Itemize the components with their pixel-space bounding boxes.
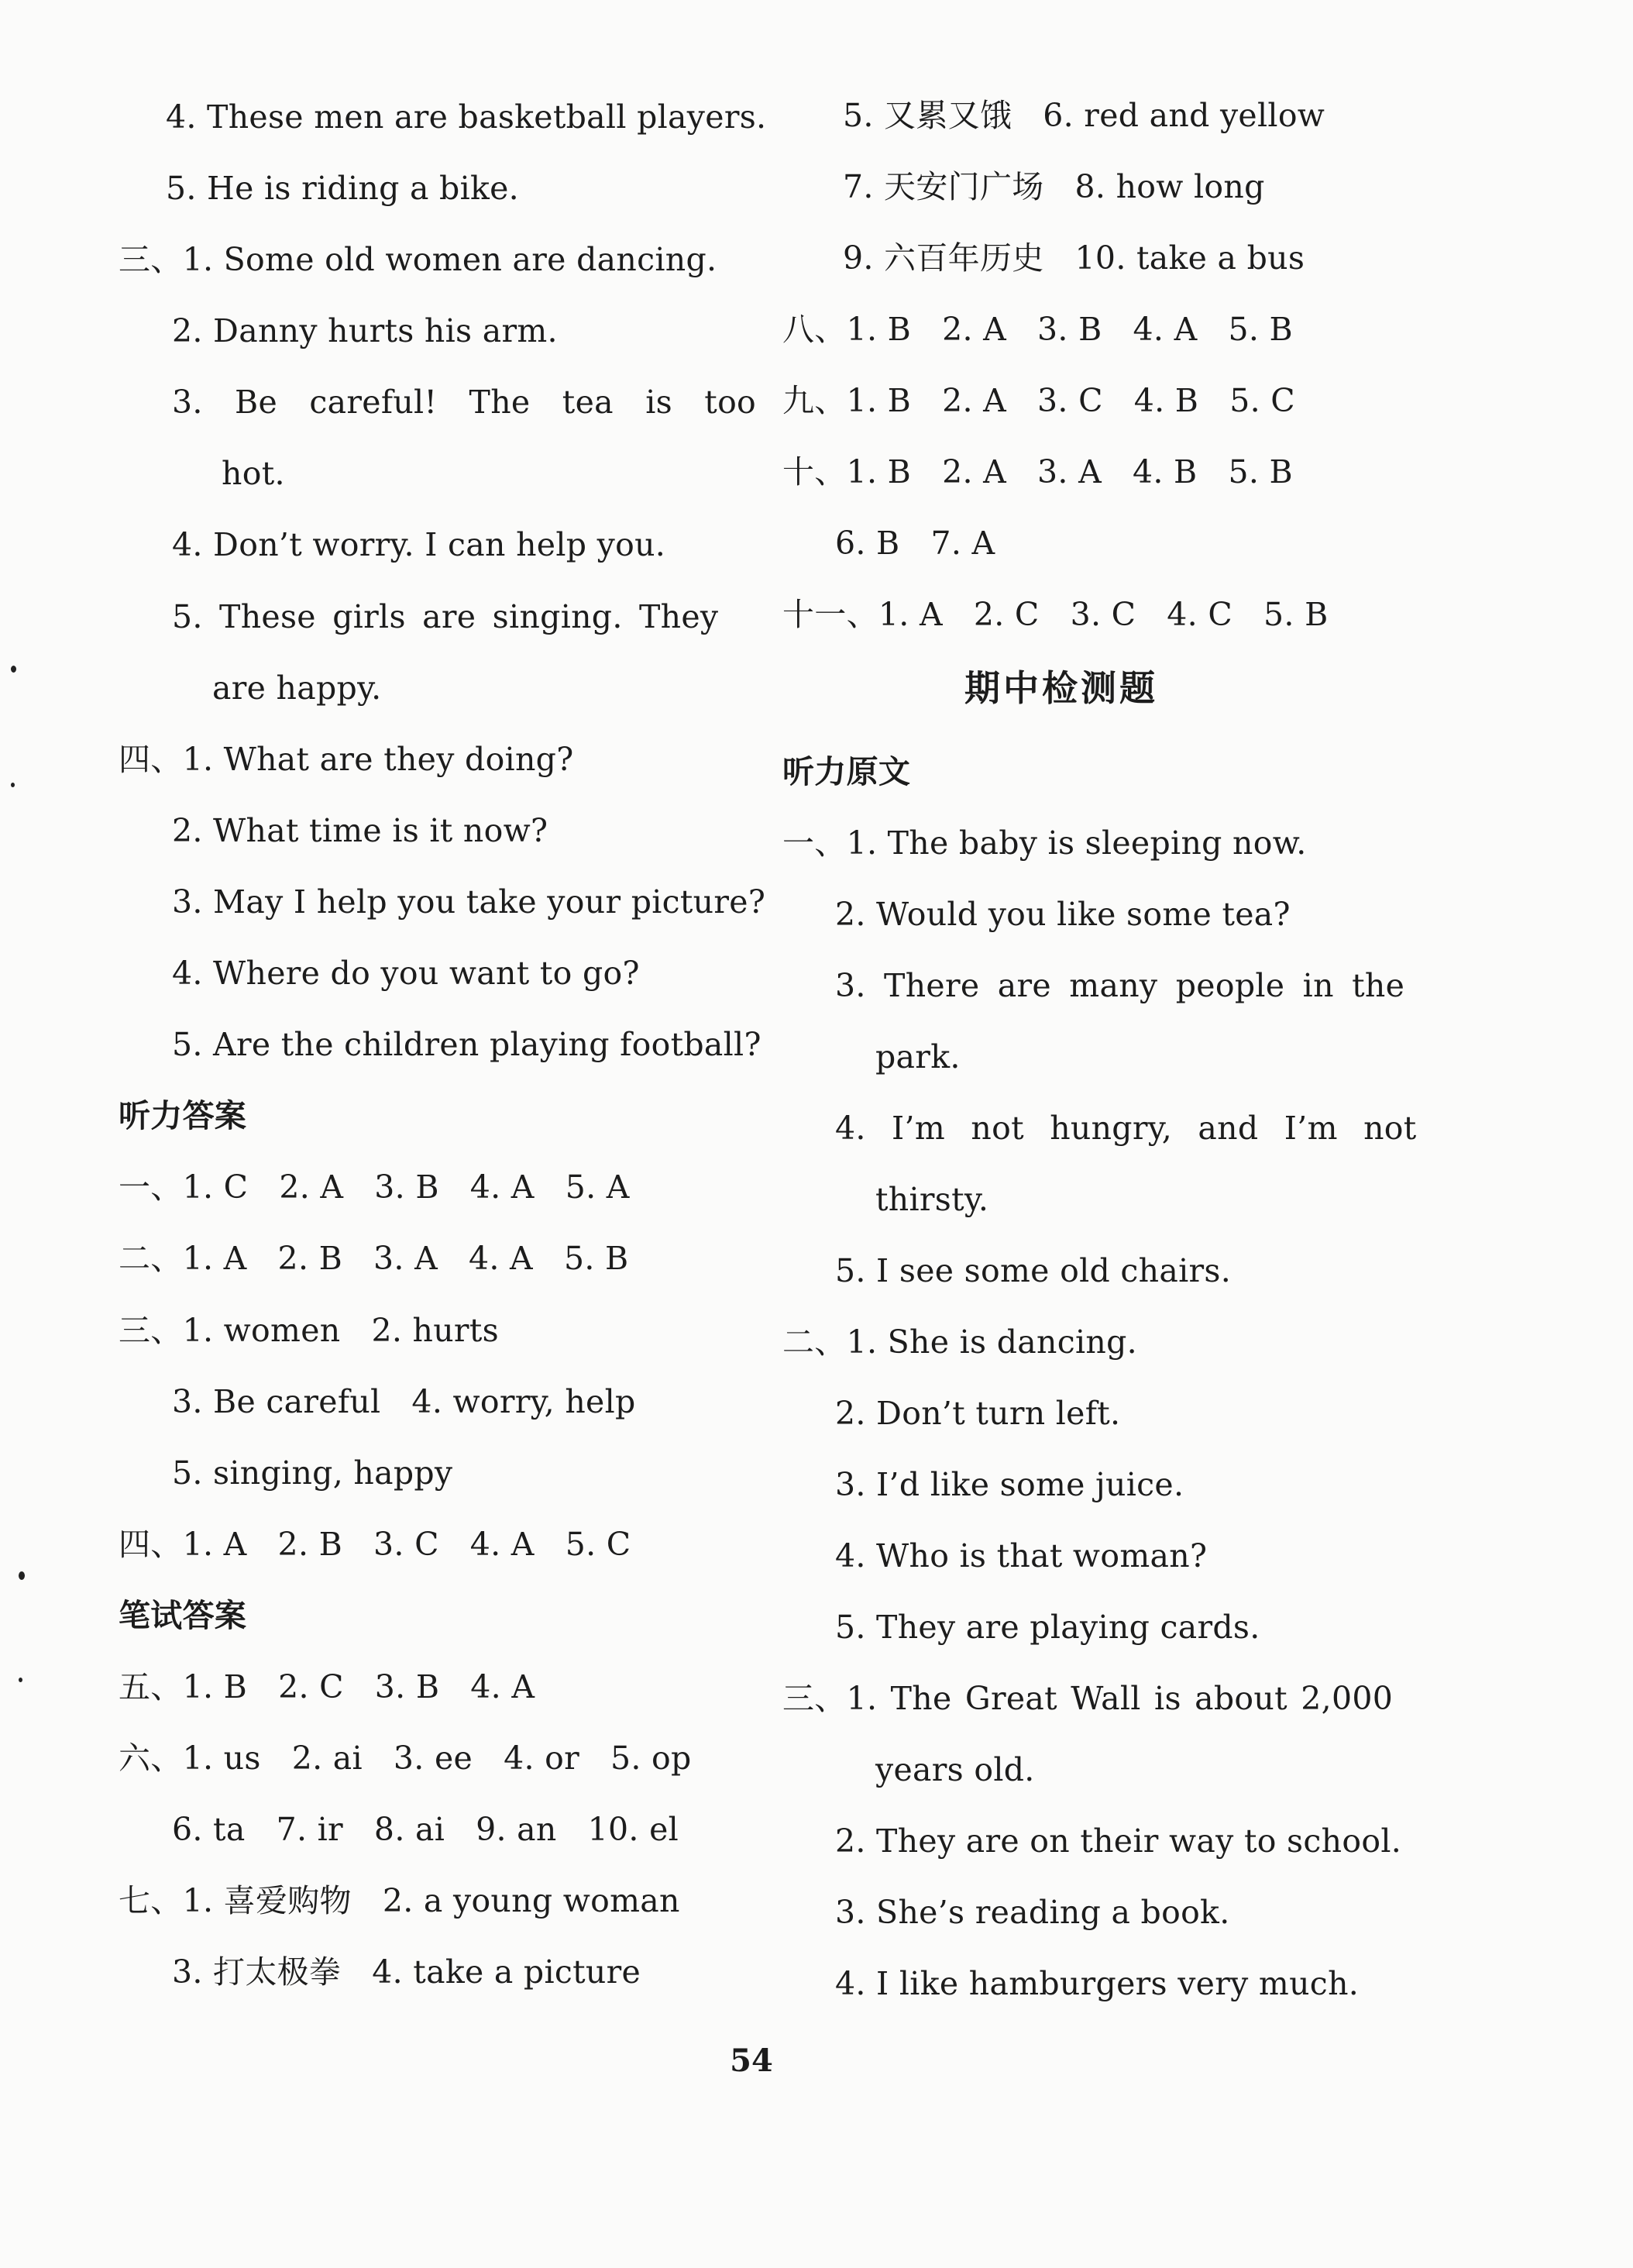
- text-line: 5. Are the children playing football?: [172, 1026, 761, 1063]
- text-line: 5. These girls are singing. They: [172, 598, 719, 635]
- text-line: 4. Who is that woman?: [835, 1537, 1208, 1575]
- text-line: are happy.: [212, 669, 382, 707]
- text-line: 三、1. Some old women are dancing.: [119, 241, 717, 278]
- section-heading-listening-script: 听力原文: [782, 753, 911, 790]
- text-line: 十一、1. A 2. C 3. C 4. C 5. B: [782, 596, 1329, 633]
- text-line: 2. Would you like some tea?: [835, 896, 1291, 933]
- text-line: 七、1. 喜爱购物 2. a young woman: [119, 1882, 680, 1919]
- text-line: 4. Don’t worry. I can help you.: [172, 526, 666, 563]
- text-line: 4. I’m not hungry, and I’m not: [835, 1110, 1417, 1147]
- section-heading-listening-answers: 听力答案: [119, 1097, 247, 1134]
- text-line: 3. I’d like some juice.: [835, 1466, 1184, 1503]
- text-line: 六、1. us 2. ai 3. ee 4. or 5. op: [119, 1740, 692, 1777]
- text-line: 3. 打太极拳 4. take a picture: [172, 1953, 641, 1991]
- text-line: 八、1. B 2. A 3. B 4. A 5. B: [782, 311, 1293, 348]
- text-line: 一、1. C 2. A 3. B 4. A 5. A: [119, 1168, 630, 1206]
- text-line: 6. B 7. A: [835, 525, 995, 562]
- text-line: 2. They are on their way to school.: [835, 1822, 1402, 1860]
- text-line: 3. Be careful 4. worry, help: [172, 1383, 636, 1420]
- text-line: 五、1. B 2. C 3. B 4. A: [119, 1668, 535, 1705]
- text-line: 3. There are many people in the: [835, 967, 1405, 1004]
- text-line: hot.: [222, 455, 285, 492]
- text-line: 4. Where do you want to go?: [172, 955, 640, 992]
- text-line: 4. I like hamburgers very much.: [835, 1965, 1360, 2002]
- text-line: 二、1. A 2. B 3. A 4. A 5. B: [119, 1240, 629, 1277]
- scan-speck: [11, 666, 16, 673]
- text-line: 3. Be careful! The tea is too: [172, 384, 757, 421]
- text-line: 3. May I help you take your picture?: [172, 883, 766, 921]
- text-line: 6. ta 7. ir 8. ai 9. an 10. el: [172, 1811, 679, 1848]
- text-line: years old.: [875, 1751, 1035, 1788]
- text-line: 九、1. B 2. A 3. C 4. B 5. C: [782, 382, 1295, 419]
- text-line: 三、1. women 2. hurts: [119, 1312, 499, 1349]
- text-line: 2. What time is it now?: [172, 812, 548, 849]
- scan-speck: [19, 1571, 25, 1580]
- section-title-midterm-test: 期中检测题: [964, 667, 1158, 709]
- section-heading-written-answers: 笔试答案: [119, 1597, 247, 1634]
- text-line: 5. singing, happy: [172, 1454, 453, 1492]
- text-line: 5. He is riding a bike.: [166, 170, 520, 207]
- scan-speck: [11, 783, 15, 787]
- text-line: 5. 又累又饿 6. red and yellow: [843, 97, 1325, 134]
- text-line: 四、1. What are they doing?: [119, 741, 574, 778]
- text-line: 7. 天安门广场 8. how long: [843, 168, 1265, 205]
- text-line: thirsty.: [875, 1181, 989, 1218]
- text-line: park.: [875, 1038, 961, 1075]
- text-line: 4. These men are basketball players.: [166, 98, 767, 136]
- text-line: 二、1. She is dancing.: [782, 1323, 1137, 1361]
- text-line: 一、1. The baby is sleeping now.: [782, 824, 1307, 862]
- scan-speck: [19, 1678, 22, 1682]
- text-line: 三、1. The Great Wall is about 2,000: [782, 1680, 1394, 1717]
- text-line: 5. I see some old chairs.: [835, 1252, 1232, 1289]
- text-line: 四、1. A 2. B 3. C 4. A 5. C: [119, 1526, 631, 1563]
- text-line: 5. They are playing cards.: [835, 1609, 1260, 1646]
- text-line: 9. 六百年历史 10. take a bus: [843, 239, 1305, 277]
- text-line: 2. Danny hurts his arm.: [172, 312, 558, 349]
- text-line: 2. Don’t turn left.: [835, 1395, 1121, 1432]
- text-line: 3. She’s reading a book.: [835, 1894, 1230, 1931]
- page-number: 54: [730, 2043, 773, 2079]
- text-line: 十、1. B 2. A 3. A 4. B 5. B: [782, 453, 1293, 490]
